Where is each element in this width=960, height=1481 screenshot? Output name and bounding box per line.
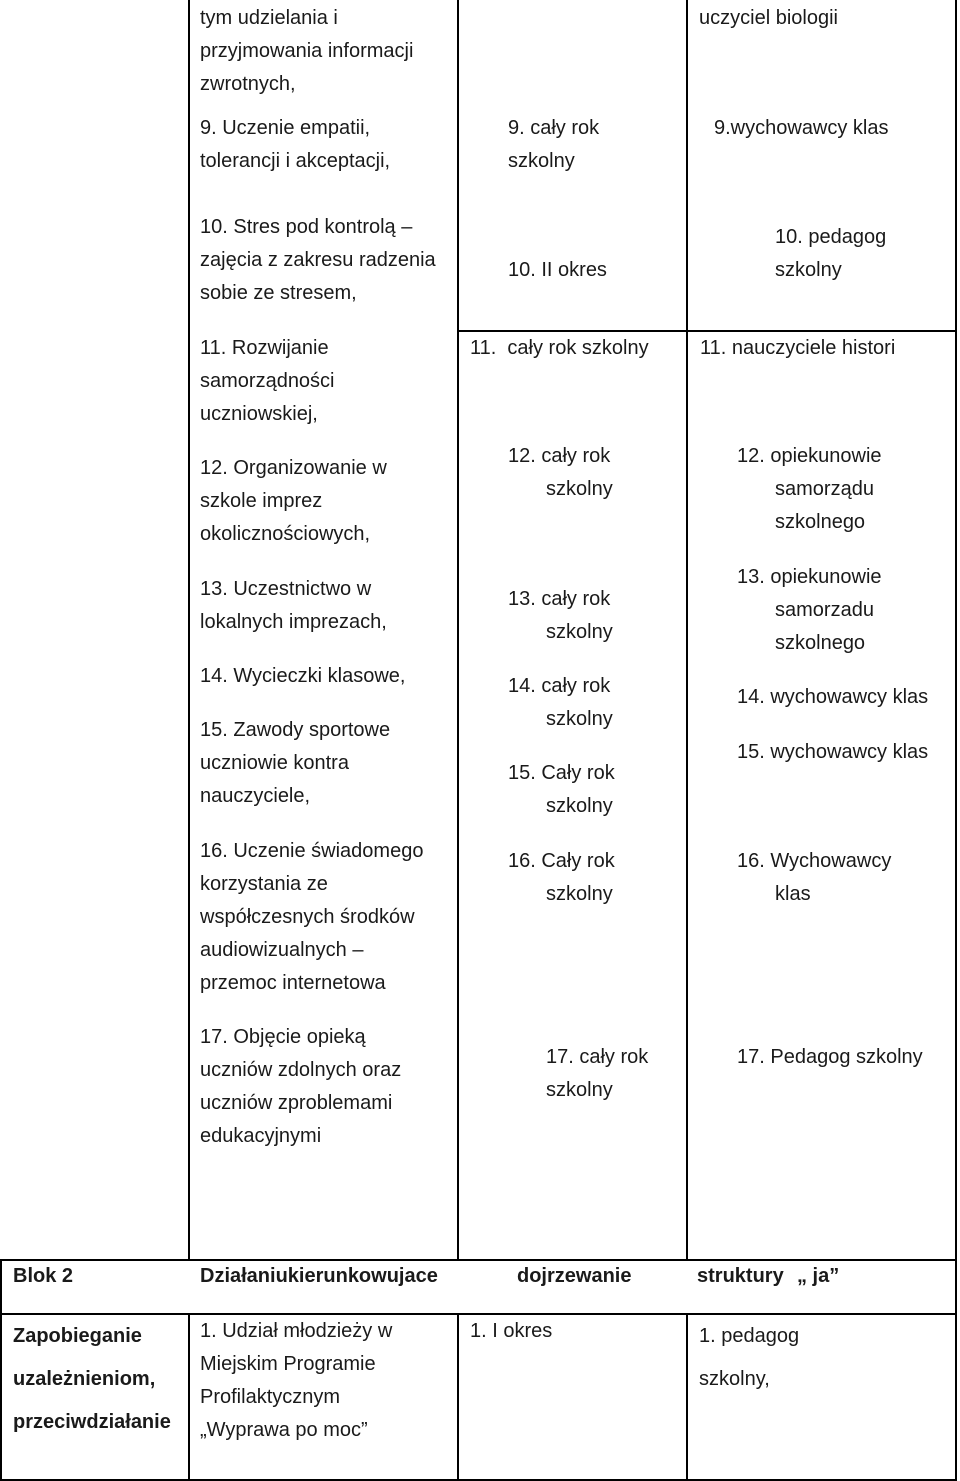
cell-responsible-blok2-1	[699, 1315, 799, 1401]
text-line: szkole imprez	[200, 490, 323, 512]
blok2-title-part-1: Działaniukierunkowujace	[200, 1265, 438, 1287]
cell-activity-blok2-1	[200, 1315, 392, 1447]
text-line: szkolny	[546, 795, 613, 817]
text-line: edukacyjnymi	[200, 1125, 322, 1147]
cell-activity-10	[200, 211, 436, 310]
cell-activity-14	[200, 660, 405, 693]
text-line: współczesnych środków	[200, 906, 415, 928]
text-line: 9. cały rok	[508, 117, 600, 139]
text-line: przemoc internetowa	[200, 972, 386, 994]
cell-activity-8	[200, 2, 413, 101]
text-line: 10. pedagog	[775, 226, 887, 248]
cell-timing-9	[508, 112, 599, 178]
text-line: szkolny	[546, 708, 613, 730]
blok2-title-part-3: struktury	[697, 1265, 784, 1287]
cell-timing-16	[508, 845, 615, 911]
cell-activity-15	[200, 714, 390, 813]
cell-responsible-9	[714, 112, 889, 145]
text-line: 14. Wycieczki klasowe,	[200, 665, 406, 687]
text-line: 15. Cały rok	[508, 762, 615, 784]
text-line: tym udzielania i	[200, 7, 338, 29]
cell-responsible-8	[699, 2, 838, 35]
text-line: Zapobieganie	[13, 1325, 142, 1347]
text-line: „Wyprawa po moc”	[200, 1419, 368, 1441]
text-line: samorzadu	[775, 599, 874, 621]
cell-timing-10	[508, 254, 607, 287]
text-line: szkolny	[546, 621, 613, 643]
text-line: korzystania ze	[200, 873, 328, 895]
text-line: 12. opiekunowie	[737, 445, 882, 467]
text-line: uczniowie kontra	[200, 752, 349, 774]
text-line: 13. cały rok	[508, 588, 611, 610]
left-border-lower	[0, 1259, 2, 1481]
text-line: sobie ze stresem,	[200, 282, 357, 304]
cell-responsible-15	[737, 736, 928, 769]
text-line: 14. wychowawcy klas	[737, 686, 929, 708]
text-line: tolerancji i akceptacji,	[200, 150, 391, 172]
cell-activity-13	[200, 573, 387, 639]
text-line: 12. cały rok	[508, 445, 611, 467]
col-divider-3	[686, 0, 688, 1260]
text-line: okolicznościowych,	[200, 523, 371, 545]
cell-responsible-12	[737, 440, 882, 539]
text-line: przyjmowania informacji	[200, 40, 414, 62]
cell-responsible-13	[737, 561, 882, 660]
text-line: Profilaktycznym	[200, 1386, 341, 1408]
text-line: uczniowskiej,	[200, 403, 318, 425]
text-line: Miejskim Programie	[200, 1353, 376, 1375]
cell-timing-14	[508, 670, 613, 736]
text-line: szkolnego	[775, 632, 866, 654]
text-line: 17. Pedagog szkolny	[737, 1046, 923, 1068]
cell-timing-13	[508, 583, 613, 649]
cell-activity-9	[200, 112, 390, 178]
text-line: lokalnych imprezach,	[200, 611, 387, 633]
text-line: 11. nauczyciele histori	[700, 337, 896, 359]
text-line: szkolnego	[775, 511, 866, 533]
text-line: 16. Wychowawcy	[737, 850, 892, 872]
text-line: 1. pedagog	[699, 1325, 800, 1347]
cell-timing-15	[508, 757, 615, 823]
text-line: szkolny	[775, 259, 842, 281]
text-line: 14. cały rok	[508, 675, 611, 697]
text-line: 16. Uczenie świadomego	[200, 840, 424, 862]
text-line: 9.wychowawcy klas	[714, 117, 889, 139]
cell-timing-17	[546, 1041, 648, 1107]
col-divider-2	[457, 0, 459, 1260]
cell-responsible-17	[737, 1041, 923, 1074]
lower-col-divider-2	[457, 1313, 459, 1481]
cell-area	[13, 1315, 171, 1444]
cell-activity-11	[200, 332, 335, 431]
cell-activity-16	[200, 835, 423, 1000]
text-line: uczniów zproblemami	[200, 1092, 393, 1114]
cell-activity-17	[200, 1021, 401, 1153]
text-line: 13. opiekunowie	[737, 566, 882, 588]
text-line: samorządności	[200, 370, 335, 392]
text-line: szkolny	[546, 883, 613, 905]
text-line: 9. Uczenie empatii,	[200, 117, 371, 139]
cell-responsible-11	[700, 332, 895, 365]
blok2-label: Blok 2	[13, 1265, 74, 1287]
text-line: 15. wychowawcy klas	[737, 741, 929, 763]
blok2-title-part-4: „ ja”	[797, 1265, 840, 1287]
cell-activity-12	[200, 452, 387, 551]
text-line: 15. Zawody sportowe	[200, 719, 391, 741]
text-line: 11. Rozwijanie	[200, 337, 329, 359]
text-line: zajęcia z zakresu radzenia	[200, 249, 436, 271]
text-line: samorządu	[775, 478, 874, 500]
text-line: przeciwdziałanie	[13, 1411, 171, 1433]
text-line: uzależnieniom,	[13, 1368, 156, 1390]
lower-col-divider-1	[188, 1313, 190, 1481]
text-line: szkolny	[508, 150, 575, 172]
text-line: szkolny,	[699, 1368, 770, 1390]
text-line: 11. cały rok szkolny	[470, 337, 649, 359]
cell-responsible-16	[737, 845, 891, 911]
text-line: 17. cały rok	[546, 1046, 649, 1068]
text-line: 10. II okres	[508, 259, 607, 281]
text-line: 1. I okres	[470, 1320, 553, 1342]
text-line: uczniów zdolnych oraz	[200, 1059, 402, 1081]
text-line: 17. Objęcie opieką	[200, 1026, 366, 1048]
text-line: audiowizualnych –	[200, 939, 364, 961]
left-border-upper	[188, 0, 190, 1260]
lower-col-divider-3	[686, 1313, 688, 1481]
text-line: uczyciel biologii	[699, 7, 838, 29]
cell-timing-blok2-1	[470, 1315, 552, 1348]
text-line: szkolny	[546, 1079, 613, 1101]
text-line: klas	[775, 883, 811, 905]
text-line: 16. Cały rok	[508, 850, 615, 872]
text-line: 12. Organizowanie w	[200, 457, 387, 479]
cell-timing-11	[470, 332, 649, 365]
cell-responsible-10	[775, 221, 886, 287]
text-line: szkolny	[546, 478, 613, 500]
text-line: zwrotnych,	[200, 73, 296, 95]
text-line: nauczyciele,	[200, 785, 311, 807]
text-line: 1. Udział młodzieży w	[200, 1320, 393, 1342]
cell-timing-12	[508, 440, 613, 506]
text-line: 13. Uczestnictwo w	[200, 578, 372, 600]
blok2-title-part-2: dojrzewanie	[517, 1265, 632, 1287]
text-line: 10. Stres pod kontrolą –	[200, 216, 413, 238]
cell-responsible-14	[737, 681, 928, 714]
